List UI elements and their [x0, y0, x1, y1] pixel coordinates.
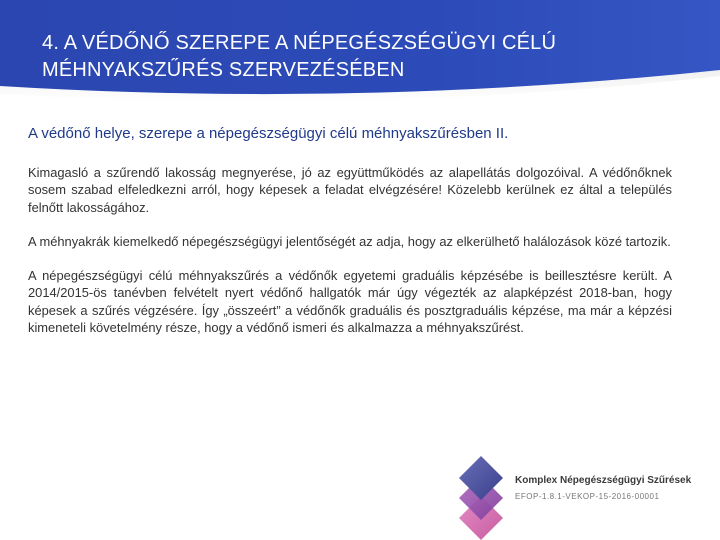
logo-name: Komplex Népegészségügyi Szűrések	[515, 475, 692, 486]
title-banner	[0, 0, 720, 100]
logo-code: EFOP-1.8.1-VEKOP-15-2016-00001	[515, 492, 660, 501]
paragraph-1: Kimagasló a szűrendő lakosság megnyerése, jó az együttműködés az alapellátás dolgozóival. A védőnőknek sosem szabad elfeledkezni arról, hogy képesek a feladat elvégzésére! Közelebb kerülnek ez által a település felnőtt lakosságához.	[28, 165, 672, 215]
project-logo	[455, 452, 720, 540]
paragraph-2: A méhnyakrák kiemelkedő népegészségügyi jelentőségét az adja, hogy az elkerülhető halálozások közé tartozik.	[28, 233, 671, 249]
page-title: 4. A VÉDŐNŐ SZEREPE A NÉPEGÉSZSÉGÜGYI CÉLÚ MÉHNYAKSZŰRÉS SZERVEZÉSÉBEN	[42, 32, 557, 81]
body-text	[28, 164, 672, 353]
section-subtitle: A védőnő helye, szerepe a népegészségügyi célú méhnyakszűrésben II.	[28, 125, 509, 142]
diamond-logo-icon	[455, 452, 515, 540]
paragraph-3: A népegészségügyi célú méhnyakszűrés a védőnők egyetemi graduális képzésébe is beillesztésre került. A 2014/2015-ös tanévben felvételt nyert védőnő hallgatók már úgy végezték az alapképzést 2018-ban, hogy képesek a szűrés végzésére. Így „összeért” a védőnők graduális és posztgraduális képzése, ma már a képzési kimeneteli követelmény része, hogy a védőnő ismeri és alkalmazza a méhnyakszűrést.	[28, 268, 672, 336]
